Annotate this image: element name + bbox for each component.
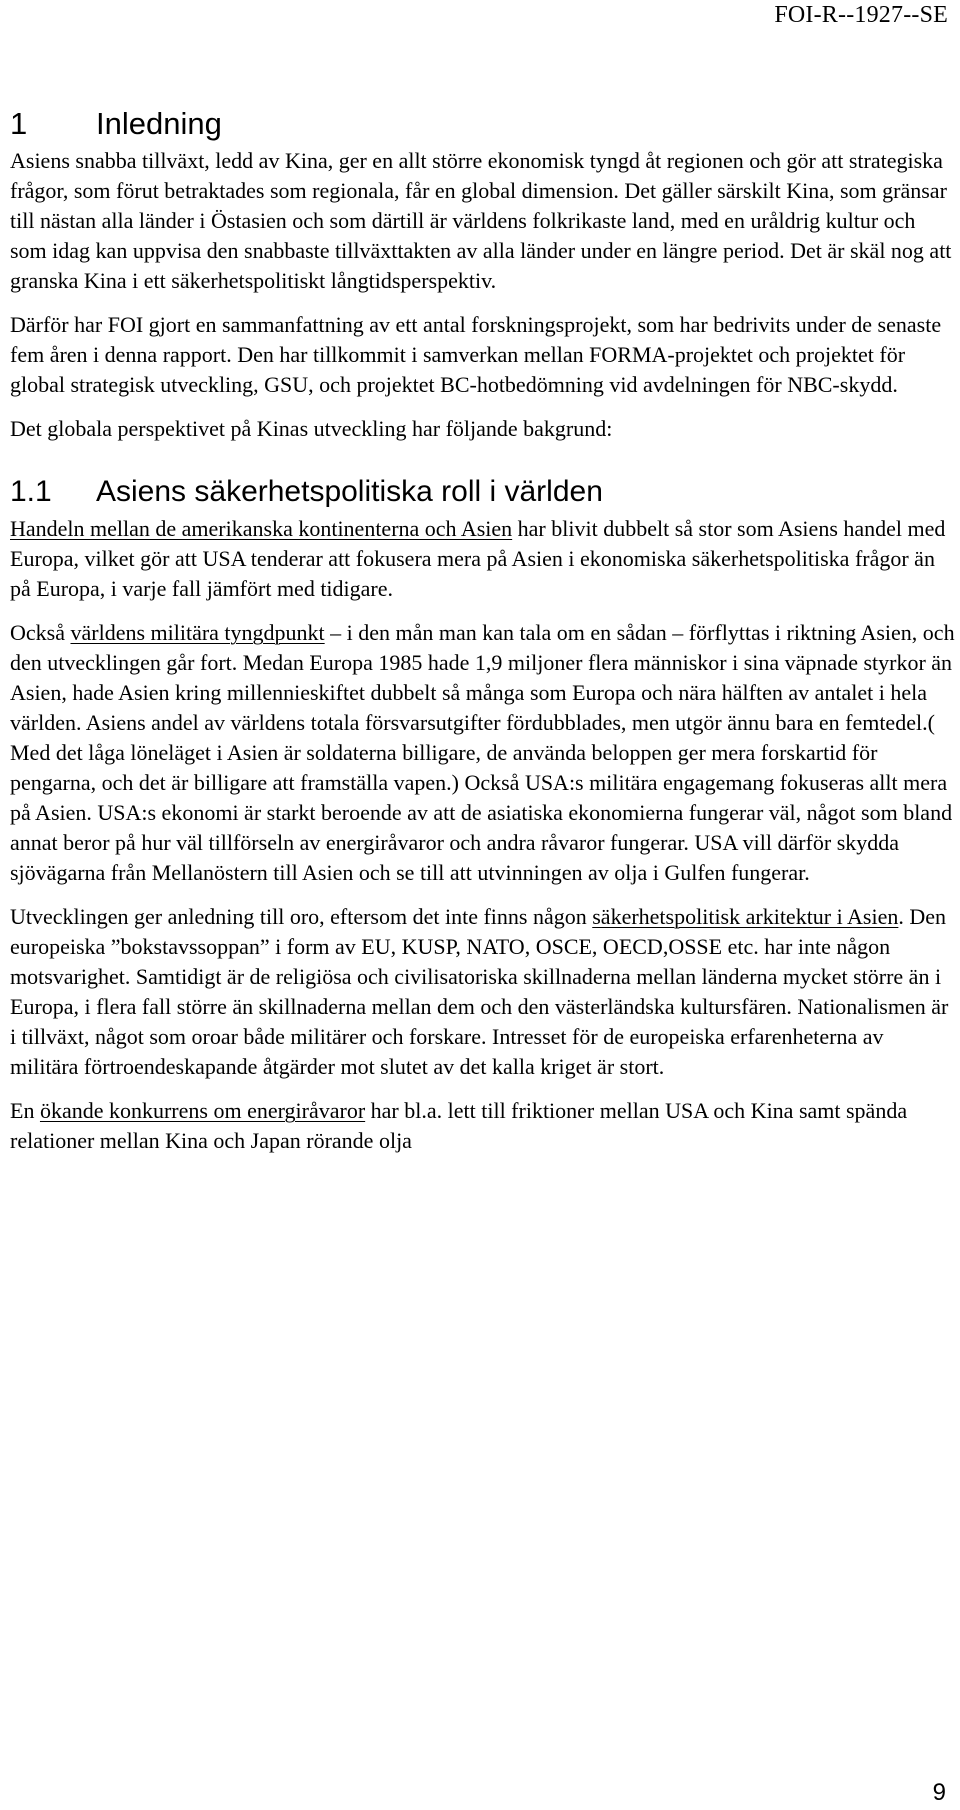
section-heading-inledning <box>10 106 955 142</box>
section-heading-asiens-roll <box>10 474 955 510</box>
section-title: Asiens säkerhetspolitiska roll i världen <box>96 475 603 508</box>
paragraph-text: – i den mån man kan tala om en sådan – förflyttas i riktning Asien, och den utvecklingen går fort. Medan Europa 1985 hade 1,9 miljoner flera människor i sina väpnade styrkor än Asien, hade Asien kring millennieskiftet dubbelt så många som Europa och nära hälften av antalet i hela världen. Asiens andel av världens totala försvarsutgifter fördubblades, men utgör ännu bara en femtedel.( Med det låga löneläget i Asien är soldaterna billigare, de använda beloppen ger mera forskartid för pengarna, och det är billigare att framställa vapen.) Också USA:s militära engagemang fokuseras allt mera på Asien. USA:s ekonomi är starkt beroende av att de asiatiska ekonomierna fungerar väl, något som bland annat beror på hur väl tillförseln av energiråvaror och andra råvaror fungerar. USA vill därför skydda sjövägarna från Mellanöstern till Asien och se till att utvinningen av olja i Gulfen fungerar. <box>10 620 955 885</box>
paragraph <box>10 1096 955 1156</box>
paragraph: Det globala perspektivet på Kinas utveckling har följande bakgrund: <box>10 416 613 441</box>
paragraph-text: har bl.a. lett till friktioner mellan USA och Kina samt spända relationer mellan Kina och Japan rörande olja <box>10 1098 908 1153</box>
section-title: Inledning <box>96 106 222 141</box>
paragraph-text: . Den europeiska ”bokstavssoppan” i form av EU, KUSP, NATO, OSCE, OECD,OSSE etc. har inte någon motsvarighet. Samtidigt är de religiösa och civilisatoriska skillnaderna mellan länderna mycket större än i Europa, i flera fall större än skillnaderna mellan dem och den västerländska kultursfären. Nationalismen är i tillväxt, något som oroar både militärer och forskare. Intresset för de europeiska erfarenheterna av militära förtroendeskapande åtgärder mot slutet av det kalla kriget är stort. <box>10 904 949 1079</box>
paragraph-text: En <box>10 1098 40 1123</box>
paragraph-text: Också <box>10 620 71 645</box>
document-id-header: FOI-R--1927--SE <box>774 2 948 28</box>
document-body <box>10 106 955 1170</box>
paragraph: Asiens snabba tillväxt, ledd av Kina, ger en allt större ekonomisk tyngd åt regionen och gör att strategiska frågor, som förut betraktades som regionala, får en global dimension. Det gäller särskilt Kina, som gränsar till nästan alla länder i Östasien och som därtill är världens folkrikaste land, med en uråldrig kultur och som idag kan uppvisa den snabbaste tillväxttakten av alla länder under en längre period. Det är skäl nog att granska Kina i ett säkerhetspolitiskt långtidsperspektiv. <box>10 148 952 293</box>
section-number: 1 <box>10 106 28 141</box>
paragraph-text: Utvecklingen ger anledning till oro, eftersom det inte finns någon <box>10 904 593 929</box>
section-number: 1.1 <box>10 475 52 508</box>
paragraph <box>10 902 955 1082</box>
paragraph <box>10 618 955 888</box>
paragraph-text: har blivit dubbelt så stor som Asiens handel med Europa, vilket gör att USA tenderar att fokusera mera på Asien i ekonomiska säkerhetspolitiska frågor än på Europa, i varje fall jämfört med tidigare. <box>10 516 946 601</box>
underlined-phrase: Handeln mellan de amerikanska kontinenterna och Asien <box>10 516 513 541</box>
underlined-phrase: ökande konkurrens om energiråvaror <box>39 1098 366 1123</box>
page-number: 9 <box>932 1779 946 1806</box>
paragraph <box>10 514 955 604</box>
paragraph: Därför har FOI gjort en sammanfattning av ett antal forskningsprojekt, som har bedrivits under de senaste fem åren i denna rapport. Den har tillkommit i samverkan mellan FORMA-projektet och projektet för global strategisk utveckling, GSU, och projektet BC-hotbedömning vid avdelningen för NBC-skydd. <box>10 312 942 397</box>
underlined-phrase: världens militära tyngdpunkt <box>70 620 325 645</box>
underlined-phrase: säkerhetspolitisk arkitektur i Asien <box>592 904 899 929</box>
